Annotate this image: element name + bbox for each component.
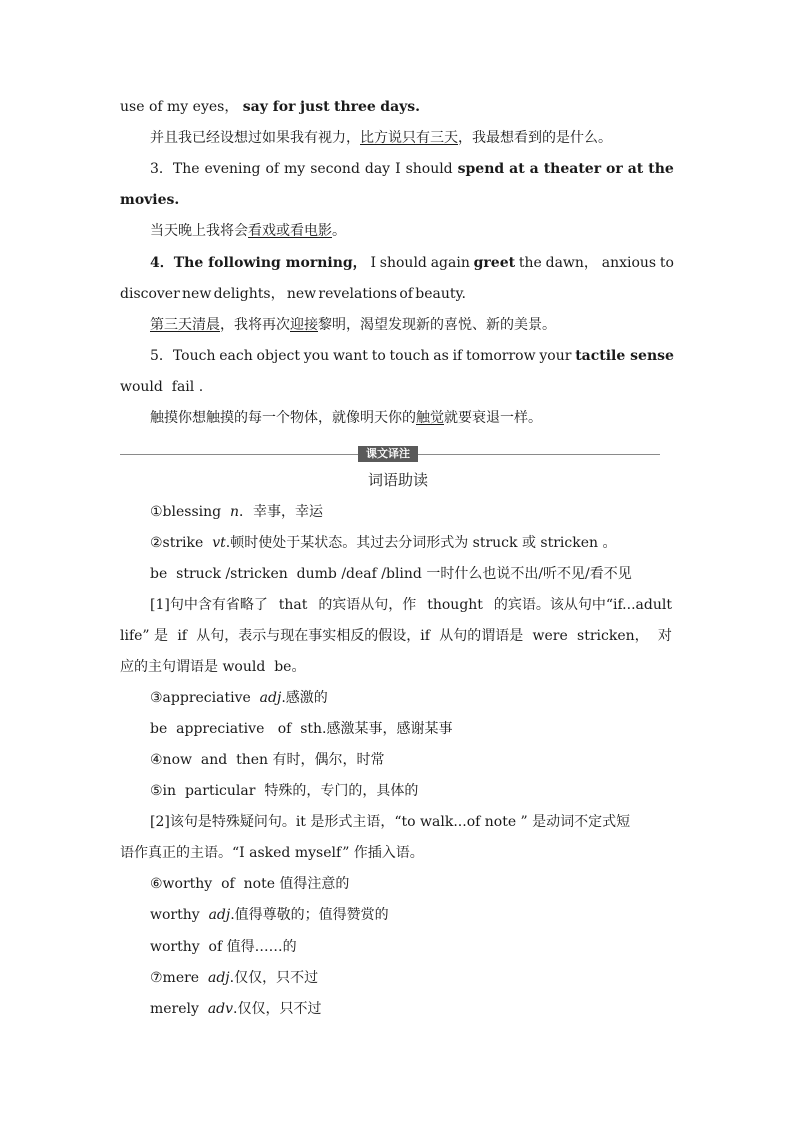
word: as <box>433 348 449 364</box>
word: 3．The <box>150 161 200 177</box>
text: stricken， <box>577 628 649 644</box>
text: merely <box>150 1001 208 1017</box>
part-of-speech: adj <box>259 690 282 706</box>
text: 从句，表示与现在事实相反的假设，if <box>196 628 430 644</box>
bold-phrase: at <box>509 161 525 177</box>
vocab-note <box>150 968 676 988</box>
text: 当天晚上我将会 <box>150 223 248 239</box>
word: object <box>256 348 301 364</box>
word: of <box>265 161 280 177</box>
word: to <box>371 348 386 364</box>
text: .顿时使处于某状态。其过去分词形式为 struck 或 stricken 。 <box>225 535 617 551</box>
word: each <box>219 348 253 364</box>
word: want <box>332 348 368 364</box>
text: 的宾语从句，作 <box>318 597 417 613</box>
word: again <box>430 255 470 271</box>
bold-phrase: say for <box>242 99 296 115</box>
part-of-speech: adj <box>208 907 231 923</box>
bold-phrase: spend <box>457 161 505 177</box>
underlined-text: 第三天清晨 <box>150 317 220 333</box>
text: 。 <box>332 223 346 239</box>
bold-phrase: theater <box>543 161 602 177</box>
text: [1]句中含有省略了 <box>150 597 268 613</box>
word: eyes， <box>192 99 239 115</box>
vocab-note <box>150 905 676 925</box>
bold-phrase: 4．The following morning， <box>150 255 367 271</box>
text: 并且我已经设想过如果我有视力， <box>150 130 360 146</box>
part-of-speech: adv <box>207 1001 234 1017</box>
grammar-note <box>150 595 672 615</box>
text: that <box>278 597 308 613</box>
word: I <box>370 255 376 271</box>
word: new <box>286 286 317 302</box>
vocab-note: ⑥worthy of note 值得注意的 <box>150 876 350 892</box>
bold-phrase: days. <box>380 99 421 115</box>
text: 就要衰退一样。 <box>444 410 542 426</box>
word: I <box>395 161 401 177</box>
text: 对 <box>657 628 672 644</box>
bold-phrase: three <box>334 99 376 115</box>
text: life” 是 <box>120 628 169 644</box>
section-heading: 词语助读 <box>367 471 428 489</box>
vocab-note <box>150 999 676 1019</box>
word: revelations <box>318 286 398 302</box>
vocab-note <box>150 533 676 553</box>
text: .值得尊敬的；值得赞赏的 <box>230 907 389 923</box>
bold-phrase: at <box>627 161 644 177</box>
passage-line <box>150 159 674 179</box>
text: thought <box>427 597 483 613</box>
word: of <box>399 286 413 302</box>
word: if <box>452 348 463 364</box>
passage-line <box>150 346 674 366</box>
word: beauty. <box>415 286 466 302</box>
vocab-note <box>150 502 676 522</box>
text: .仅仅，只不过 <box>229 970 319 986</box>
passage-line <box>150 253 674 273</box>
grammar-note: 应的主句谓语是 would be。 <box>120 659 306 675</box>
text: .感激的 <box>281 690 328 706</box>
word: should <box>379 255 427 271</box>
text: worthy <box>150 907 209 923</box>
translation-line <box>150 315 676 335</box>
part-of-speech: vt <box>212 535 226 551</box>
word: you <box>303 348 330 364</box>
text: ，我最想看到的是什么。 <box>458 130 612 146</box>
word: new <box>182 286 212 302</box>
part-of-speech: adj <box>208 970 230 986</box>
vocab-note: worthy of 值得……的 <box>150 939 297 955</box>
text: .仅仅，只不过 <box>233 1001 322 1017</box>
word: touch <box>389 348 430 364</box>
underlined-text: 比方说只有三天 <box>360 130 458 146</box>
word: to <box>659 255 674 271</box>
bold-phrase: movies. <box>120 192 180 208</box>
word: should <box>405 161 453 177</box>
word: delights， <box>213 286 285 302</box>
passage-line <box>120 190 676 210</box>
text: ，我将再次 <box>220 317 290 333</box>
text: 触摸你想触摸的每一个物体，就像明天你的 <box>150 410 416 426</box>
vocab-note: be struck /stricken dumb /deaf /blind 一时什么也说不出/听不见/看不见 <box>150 566 632 582</box>
text: ③appreciative <box>150 690 260 706</box>
bold-phrase: just <box>299 99 330 115</box>
bold-phrase: or <box>606 161 623 177</box>
word: dawn， <box>545 255 598 271</box>
part-of-speech: n <box>230 504 240 520</box>
vocab-note <box>150 688 676 708</box>
vocab-note: ⑤in particular 特殊的，专门的，具体的 <box>150 783 419 799</box>
underlined-text: 触觉 <box>416 410 444 426</box>
text: ⑦mere <box>150 970 208 986</box>
passage-line: would fail . <box>120 379 204 395</box>
text: ②strike <box>150 535 213 551</box>
text: ①blessing <box>150 504 231 520</box>
word: your <box>539 348 572 364</box>
section-badge: 课文译注 <box>358 446 418 462</box>
text: ．幸事，幸运 <box>239 504 324 520</box>
word: use <box>120 99 145 115</box>
translation-line <box>150 221 676 241</box>
word: discover <box>120 286 180 302</box>
text: 的宾语。该从句中“if...adult <box>493 597 672 613</box>
word: day <box>364 161 391 177</box>
vocab-note: be appreciative of sth.感激某事，感谢某事 <box>150 721 453 737</box>
underlined-text: 看戏或看电影 <box>248 223 332 239</box>
grammar-note: [2]该句是特殊疑问句。it 是形式主语，“to walk...of note ” 是动词不定式短 <box>150 814 631 830</box>
word: the <box>518 255 542 271</box>
word: tomorrow <box>466 348 536 364</box>
text: 从句的谓语是 <box>439 628 524 644</box>
bold-phrase: a <box>529 161 539 177</box>
translation-line <box>150 408 676 428</box>
word: evening <box>204 161 261 177</box>
word: my <box>284 161 306 177</box>
passage-line <box>120 97 421 117</box>
passage-line <box>120 284 466 304</box>
grammar-note: 语作真正的主语。“I asked myself” 作插入语。 <box>120 845 424 861</box>
text: if <box>177 628 187 644</box>
word: anxious <box>601 255 657 271</box>
translation-line <box>150 128 676 148</box>
word: 5．Touch <box>150 348 216 364</box>
text: were <box>532 628 568 644</box>
bold-phrase: tactile sense <box>575 348 674 364</box>
word: second <box>310 161 360 177</box>
word: my <box>167 99 189 115</box>
bold-phrase: the <box>648 161 674 177</box>
word: of <box>148 99 163 115</box>
grammar-note <box>120 626 672 646</box>
bold-phrase: greet <box>473 255 516 271</box>
underlined-text: 迎接 <box>290 317 318 333</box>
vocab-note: ④now and then 有时，偶尔，时常 <box>150 752 385 768</box>
text: 黎明，渴望发现新的喜悦、新的美景。 <box>318 317 556 333</box>
